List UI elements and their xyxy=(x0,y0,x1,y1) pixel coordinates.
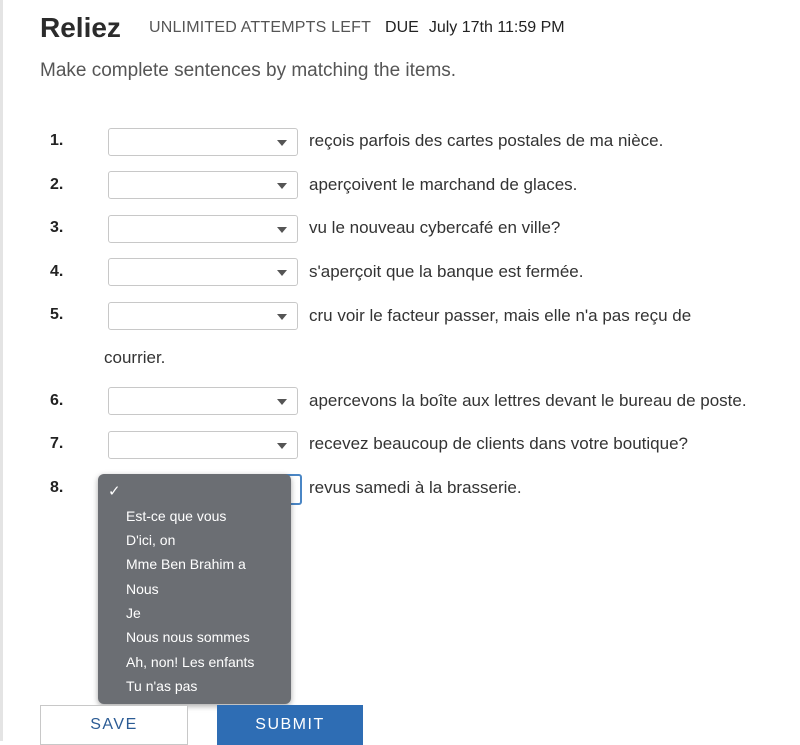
attempts-left: UNLIMITED ATTEMPTS LEFT xyxy=(148,19,372,36)
due-label: DUE xyxy=(385,19,419,36)
chevron-down-icon xyxy=(277,270,287,276)
dropdown-option[interactable]: Tu n'as pas xyxy=(126,678,198,694)
question-text-2: aperçoivent le marchand de glaces. xyxy=(309,175,578,194)
question-text-5: cru voir le facteur passer, mais elle n'a pas reçu de xyxy=(309,306,692,325)
question-number: 8. xyxy=(50,479,64,496)
question-text-5-continued: courrier. xyxy=(104,348,166,367)
dropdown-option[interactable]: Ah, non! Les enfants xyxy=(126,654,255,670)
dropdown-option[interactable]: Mme Ben Brahim a xyxy=(126,556,246,572)
question-text-4: s'aperçoit que la banque est fermée. xyxy=(309,262,584,281)
answer-select-5[interactable] xyxy=(108,302,298,330)
question-text-3: vu le nouveau cybercafé en ville? xyxy=(309,218,561,237)
answer-select-7[interactable] xyxy=(108,431,298,459)
answer-dropdown-menu[interactable] xyxy=(98,474,291,704)
left-border xyxy=(0,0,3,741)
answer-select-1[interactable] xyxy=(108,128,298,156)
question-text-6: apercevons la boîte aux lettres devant le bureau de poste. xyxy=(309,391,747,410)
answer-select-6[interactable] xyxy=(108,387,298,415)
chevron-down-icon xyxy=(277,140,287,146)
dropdown-option[interactable]: Nous xyxy=(126,581,159,597)
question-number: 5. xyxy=(50,306,64,323)
chevron-down-icon xyxy=(277,443,287,449)
chevron-down-icon xyxy=(277,399,287,405)
answer-select-3[interactable] xyxy=(108,215,298,243)
assignment-header xyxy=(40,8,565,48)
dropdown-option[interactable]: Nous nous sommes xyxy=(126,629,250,645)
question-text-8: revus samedi à la brasserie. xyxy=(309,478,522,497)
answer-select-4[interactable] xyxy=(108,258,298,286)
submit-button[interactable]: SUBMIT xyxy=(217,705,363,745)
chevron-down-icon xyxy=(277,314,287,320)
question-number: 6. xyxy=(50,392,64,409)
question-number: 4. xyxy=(50,263,64,280)
question-number: 2. xyxy=(50,176,64,193)
dropdown-option[interactable]: Je xyxy=(126,605,141,621)
question-text-7: recevez beaucoup de clients dans votre boutique? xyxy=(309,434,688,453)
dropdown-option[interactable]: Est-ce que vous xyxy=(126,508,227,524)
question-text-1: reçois parfois des cartes postales de ma nièce. xyxy=(309,131,664,150)
answer-select-2[interactable] xyxy=(108,171,298,199)
dropdown-option[interactable]: D'ici, on xyxy=(126,532,176,548)
question-number: 1. xyxy=(50,132,64,149)
instructions: Make complete sentences by matching the items. xyxy=(40,60,457,81)
chevron-down-icon xyxy=(277,183,287,189)
checkmark-icon: ✓ xyxy=(108,483,121,500)
question-number: 7. xyxy=(50,435,64,452)
question-number: 3. xyxy=(50,219,64,236)
save-button[interactable]: SAVE xyxy=(40,705,188,745)
chevron-down-icon xyxy=(277,227,287,233)
due-date: July 17th 11:59 PM xyxy=(428,19,565,36)
page-title: Reliez xyxy=(40,12,121,43)
